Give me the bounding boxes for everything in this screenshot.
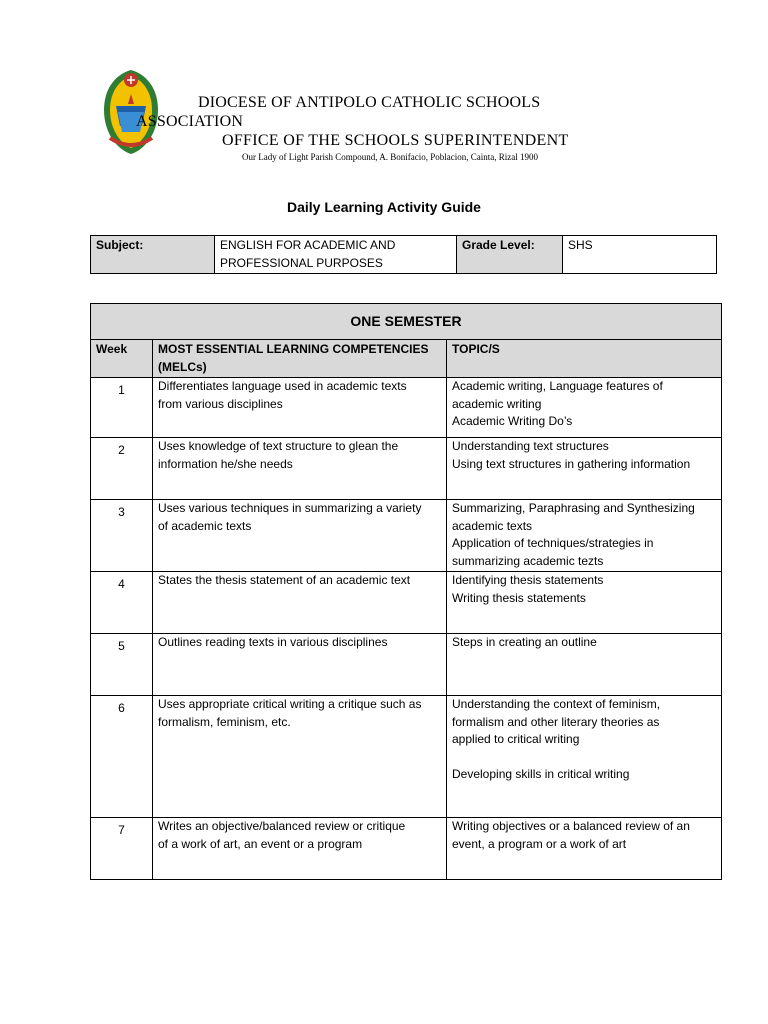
melc-line: States the thesis statement of an academic text: [158, 573, 411, 587]
office-address: Our Lady of Light Parish Compound, A. Bonifacio, Poblacion, Cainta, Rizal 1900: [242, 152, 538, 162]
melc-cell: [153, 500, 447, 572]
topic-cell: [447, 696, 722, 818]
semester-heading: ONE SEMESTER: [91, 304, 722, 340]
topic-line: Identifying thesis statements: [452, 573, 604, 587]
subject-value: [215, 236, 457, 274]
melc-line: formalism, feminism, etc.: [158, 714, 291, 729]
melc-cell: [153, 696, 447, 818]
week-cell: 3: [91, 500, 153, 572]
melc-line: Outlines reading texts in various disciplines: [158, 635, 388, 649]
table-row: [91, 818, 722, 880]
col-week-header: Week: [91, 340, 153, 378]
topic-cell: [447, 438, 722, 500]
topic-line: Understanding the context of feminism,: [452, 697, 661, 711]
topic-line: Academic writing, Language features of: [452, 379, 663, 393]
subject-value-line1: ENGLISH FOR ACADEMIC AND: [220, 238, 396, 252]
table-row: [91, 572, 722, 634]
topic-cell: [447, 572, 722, 634]
melc-cell: [153, 634, 447, 696]
melc-cell: [153, 378, 447, 438]
org-name-line2: ASSOCIATION: [136, 113, 244, 130]
grade-level-value: SHS: [563, 236, 717, 274]
week-cell: 2: [91, 438, 153, 500]
col-topic-header: TOPIC/S: [447, 340, 722, 378]
topic-cell: [447, 378, 722, 438]
melc-line: Writes an objective/balanced review or critique: [158, 819, 406, 833]
topic-cell: [447, 818, 722, 880]
topic-line: event, a program or a work of art: [452, 836, 627, 851]
melc-table: [90, 303, 722, 880]
week-cell: 1: [91, 378, 153, 438]
melc-cell: [153, 818, 447, 880]
topic-line: Understanding text structures: [452, 439, 609, 453]
grade-level-label: Grade Level:: [457, 236, 563, 274]
topic-line: summarizing academic tezts: [452, 553, 604, 568]
topic-line: Steps in creating an outline: [452, 635, 597, 649]
melc-line: Uses various techniques in summarizing a variety: [158, 501, 422, 515]
topic-line: [452, 749, 716, 767]
diocese-seal-logo-icon: [100, 66, 162, 158]
melc-line: of academic texts: [158, 518, 252, 533]
subject-label: Subject:: [91, 236, 215, 274]
document-title: Daily Learning Activity Guide: [287, 199, 481, 215]
melc-line: information he/she needs: [158, 456, 293, 471]
topic-line: Using text structures in gathering information: [452, 456, 691, 471]
table-row: [91, 500, 722, 572]
melc-line: Uses appropriate critical writing a critique such as: [158, 697, 422, 711]
subject-value-line2: PROFESSIONAL PURPOSES: [220, 255, 383, 270]
melc-line: of a work of art, an event or a program: [158, 836, 363, 851]
topic-line: academic texts: [452, 518, 533, 533]
topic-cell: [447, 634, 722, 696]
week-cell: 4: [91, 572, 153, 634]
topic-line: academic writing: [452, 396, 542, 411]
melc-cell: [153, 572, 447, 634]
col-melc-header-line1: MOST ESSENTIAL LEARNING COMPETENCIES: [158, 342, 429, 356]
table-row: [91, 438, 722, 500]
melc-line: from various disciplines: [158, 396, 283, 411]
table-row: [91, 634, 722, 696]
subject-table: [90, 235, 717, 274]
col-melc-header: [153, 340, 447, 378]
melc-cell: [153, 438, 447, 500]
week-cell: 7: [91, 818, 153, 880]
topic-line: Application of techniques/strategies in: [452, 536, 654, 550]
org-name-line1: DIOCESE OF ANTIPOLO CATHOLIC SCHOOLS: [198, 94, 541, 111]
topic-line: Writing thesis statements: [452, 590, 586, 605]
topic-line: formalism and other literary theories as: [452, 714, 660, 729]
topic-line: Academic Writing Do’s: [452, 414, 573, 428]
topic-line: applied to critical writing: [452, 732, 580, 746]
topic-line: Developing skills in critical writing: [452, 767, 630, 781]
table-row: [91, 696, 722, 818]
melc-line: Uses knowledge of text structure to glean the: [158, 439, 399, 453]
week-cell: 6: [91, 696, 153, 818]
topic-line: Writing objectives or a balanced review of an: [452, 819, 690, 833]
col-melc-header-line2: (MELCs): [158, 359, 207, 374]
office-name: OFFICE OF THE SCHOOLS SUPERINTENDENT: [222, 132, 569, 149]
melc-line: Differentiates language used in academic texts: [158, 379, 407, 393]
topic-cell: [447, 500, 722, 572]
topic-line: Summarizing, Paraphrasing and Synthesizing: [452, 501, 695, 515]
week-cell: 5: [91, 634, 153, 696]
table-row: [91, 378, 722, 438]
